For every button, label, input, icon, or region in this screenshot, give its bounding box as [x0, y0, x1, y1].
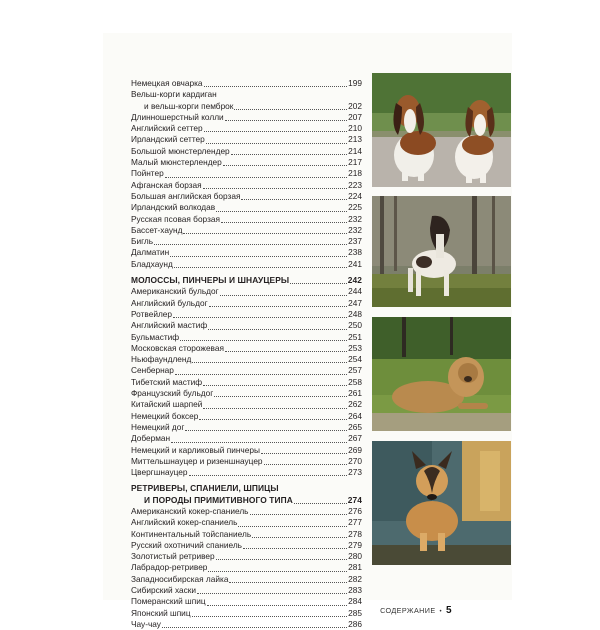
toc-page-number: 224 — [348, 190, 362, 201]
toc-page-number: 237 — [348, 236, 362, 247]
toc-entry-title: Бигль — [131, 236, 154, 247]
toc-entry-title: Бульмастиф — [131, 331, 180, 342]
toc-entry — [131, 236, 362, 247]
toc-entry-title: Тибетский мастиф — [131, 376, 203, 387]
toc-entry-title: Немецкий боксер — [131, 410, 199, 421]
toc-entry-title: Цвергшнауцер — [131, 467, 188, 478]
toc-page-number: 277 — [348, 517, 362, 528]
toc-dot-leader — [214, 396, 347, 397]
toc-page-number: 225 — [348, 202, 362, 213]
toc-page-number: 251 — [348, 331, 362, 342]
toc-entry-title: Русская псовая борзая — [131, 213, 220, 224]
toc-page-number: 273 — [348, 467, 362, 478]
toc-page-number: 280 — [348, 551, 362, 562]
toc-entry — [131, 411, 362, 422]
toc-entry-title: Большая английская борзая — [131, 190, 241, 201]
toc-dot-leader — [241, 199, 347, 200]
toc-page-number: 270 — [348, 455, 362, 466]
toc-entry — [131, 467, 362, 478]
table-of-contents — [131, 78, 362, 630]
toc-section-heading — [131, 495, 362, 506]
toc-dot-leader — [220, 295, 348, 296]
toc-entry — [131, 562, 362, 573]
toc-entry-title: Немецкая овчарка — [131, 78, 203, 88]
toc-entry — [131, 399, 362, 410]
toc-entry — [131, 529, 362, 540]
toc-entry — [131, 309, 362, 320]
toc-section-heading — [131, 275, 362, 286]
toc-entry — [131, 596, 362, 607]
toc-page-number: 285 — [348, 607, 362, 618]
toc-entry-title: Далматин — [131, 247, 170, 258]
toc-entry — [131, 101, 362, 112]
toc-section-heading — [131, 483, 362, 494]
toc-entry-title: Большой мюнстерлендер — [131, 145, 230, 156]
toc-entry — [131, 180, 362, 191]
toc-dot-leader — [243, 548, 347, 549]
toc-dot-leader — [264, 464, 348, 465]
toc-entry-title: Американский бульдог — [131, 286, 219, 297]
toc-entry — [131, 202, 362, 213]
toc-dot-leader — [223, 165, 347, 166]
toc-entry — [131, 585, 362, 596]
toc-entry-title: Немецкий дог — [131, 421, 185, 432]
toc-dot-leader — [192, 362, 347, 363]
toc-page-number: 276 — [348, 505, 362, 516]
toc-entry — [131, 506, 362, 517]
toc-entry-title: Континентальный тойспаниель — [131, 528, 252, 539]
toc-dot-leader — [231, 154, 347, 155]
toc-entry — [131, 123, 362, 134]
toc-entry-title: Английский мастиф — [131, 320, 208, 331]
toc-entry-title: Ротвейлер — [131, 308, 173, 319]
toc-entry — [131, 551, 362, 562]
toc-entry — [131, 112, 362, 123]
toc-entry — [131, 89, 362, 100]
toc-entry-title: Сенбернар — [131, 365, 174, 376]
toc-dot-leader — [185, 430, 347, 431]
toc-page-number: 218 — [348, 168, 362, 179]
toc-entry — [131, 388, 362, 399]
toc-dot-leader — [208, 571, 347, 572]
toc-page-number: 257 — [348, 365, 362, 376]
toc-entry — [131, 146, 362, 157]
toc-page-number: 269 — [348, 444, 362, 455]
toc-dot-leader — [221, 222, 347, 223]
toc-entry — [131, 298, 362, 309]
toc-page-number: 286 — [348, 618, 362, 629]
toc-entry — [131, 343, 362, 354]
toc-entry-title: РЕТРИВЕРЫ, СПАНИЕЛИ, ШПИЦЫ — [131, 483, 279, 494]
toc-dot-leader — [183, 233, 347, 234]
toc-page-number: 254 — [348, 354, 362, 365]
toc-entry-title: Бассет-хаунд — [131, 224, 183, 235]
toc-entry-title: Малый мюнстерлендер — [131, 157, 222, 168]
toc-entry — [131, 377, 362, 388]
toc-page-number: 265 — [348, 421, 362, 432]
toc-dot-leader — [225, 120, 347, 121]
toc-entry — [131, 456, 362, 467]
toc-entry — [131, 286, 362, 297]
toc-page-number: 258 — [348, 376, 362, 387]
toc-entry-title: Бладхаунд — [131, 258, 173, 269]
toc-entry-title: Французский бульдог — [131, 388, 214, 399]
page-number: 5 — [446, 605, 452, 616]
toc-entry — [131, 320, 362, 331]
toc-page-number: 274 — [347, 494, 362, 505]
toc-entry-title: Афганская борзая — [131, 179, 202, 190]
toc-entry — [131, 517, 362, 528]
toc-entry-title: Русский охотничий спаниель — [131, 539, 242, 550]
toc-dot-leader — [229, 582, 347, 583]
toc-dot-leader — [206, 143, 347, 144]
toc-page-number: 214 — [348, 145, 362, 156]
book-page — [103, 33, 512, 629]
toc-dot-leader — [250, 514, 348, 515]
toc-dot-leader — [261, 453, 347, 454]
toc-dot-leader — [252, 537, 347, 538]
toc-page-number: 284 — [348, 596, 362, 607]
tibetan-mastiff-photo — [372, 317, 511, 431]
toc-dot-leader — [162, 627, 347, 628]
toc-page-number: 262 — [348, 399, 362, 410]
toc-entry-title: и вельш-корги пемброк — [144, 100, 234, 111]
toc-dot-leader — [173, 317, 347, 318]
toc-entry-title: Китайский шарпей — [131, 399, 203, 410]
toc-page-number: 207 — [348, 111, 362, 122]
footer-label: СОДЕРЖАНИЕ — [380, 606, 436, 615]
toc-entry-title: Американский кокер-спаниель — [131, 505, 249, 516]
toc-dot-leader — [208, 329, 347, 330]
two-basset-hounds-photo — [372, 73, 511, 187]
toc-page-number: 248 — [348, 308, 362, 319]
toc-entry — [131, 332, 362, 343]
toc-entry-title: Западносибирская лайка — [131, 573, 229, 584]
toc-entry-title: МОЛОССЫ, ПИНЧЕРЫ И ШНАУЦЕРЫ — [131, 275, 290, 286]
toc-dot-leader — [174, 267, 347, 268]
toc-dot-leader — [165, 177, 347, 178]
toc-page-number: 278 — [348, 528, 362, 539]
toc-entry-title: Пойнтер — [131, 168, 164, 179]
page-footer — [380, 605, 452, 616]
toc-entry — [131, 574, 362, 585]
toc-entry — [131, 214, 362, 225]
toc-page-number: 232 — [348, 224, 362, 235]
toc-dot-leader — [234, 109, 347, 110]
toc-dot-leader — [154, 244, 347, 245]
toc-page-number: 283 — [348, 585, 362, 596]
toc-dot-leader — [180, 340, 347, 341]
toc-entry — [131, 134, 362, 145]
toc-entry — [131, 247, 362, 258]
toc-page-number: 250 — [348, 320, 362, 331]
toc-page-number: 247 — [348, 297, 362, 308]
toc-page-number: 244 — [348, 286, 362, 297]
toc-dot-leader — [225, 351, 347, 352]
toc-entry-title: Вельш-корги кардиган — [131, 89, 217, 100]
toc-dot-leader — [204, 86, 348, 87]
toc-dot-leader — [192, 616, 348, 617]
toc-dot-leader — [170, 256, 347, 257]
toc-page-number: 213 — [348, 134, 362, 145]
toc-dot-leader — [290, 283, 346, 284]
toc-page-number: 238 — [348, 247, 362, 258]
footer-bullet: • — [439, 609, 443, 615]
toc-page-number: 223 — [348, 179, 362, 190]
toc-page-number: 217 — [348, 157, 362, 168]
toc-page-number: 281 — [348, 562, 362, 573]
toc-entry-title: И ПОРОДЫ ПРИМИТИВНОГО ТИПА — [144, 494, 293, 505]
toc-entry — [131, 433, 362, 444]
toc-entry — [131, 365, 362, 376]
toc-dot-leader — [209, 306, 348, 307]
toc-page-number: 210 — [348, 123, 362, 134]
toc-dot-leader — [171, 442, 347, 443]
toc-entry-title: Ньюфаундленд — [131, 354, 192, 365]
toc-page-number: 241 — [348, 258, 362, 269]
toc-dot-leader — [189, 475, 348, 476]
toc-dot-leader — [199, 419, 347, 420]
toc-dot-leader — [197, 593, 347, 594]
toc-entry — [131, 354, 362, 365]
toc-entry-title: Ирландский сеттер — [131, 134, 205, 145]
toc-entry-title: Немецкий и карликовый пинчеры — [131, 444, 260, 455]
toc-dot-leader — [207, 605, 348, 606]
toc-page-number: 232 — [348, 213, 362, 224]
toc-entry-title: Английский кокер-спаниель — [131, 517, 238, 528]
toc-page-number: 264 — [348, 410, 362, 421]
toc-entry-title: Сибирский хаски — [131, 585, 197, 596]
toc-entry-title: Японский шпиц — [131, 607, 191, 618]
toc-entry — [131, 259, 362, 270]
toc-entry — [131, 191, 362, 202]
toc-page-number: 279 — [348, 539, 362, 550]
toc-page-number: 242 — [347, 275, 362, 286]
west-siberian-laika-photo — [372, 441, 511, 565]
toc-entry-title: Доберман — [131, 433, 171, 444]
toc-entry — [131, 78, 362, 89]
toc-page-number: 202 — [348, 100, 362, 111]
toc-page-number: 199 — [348, 78, 362, 88]
toc-entry-title: Английский бульдог — [131, 297, 208, 308]
toc-entry — [131, 619, 362, 630]
toc-page-number: 267 — [348, 433, 362, 444]
toc-entry-title: Лабрадор-ретривер — [131, 562, 208, 573]
toc-entry — [131, 540, 362, 551]
toc-page-number: 253 — [348, 342, 362, 353]
toc-dot-leader — [204, 131, 348, 132]
toc-dot-leader — [216, 559, 348, 560]
toc-entry-title: Золотистый ретривер — [131, 551, 215, 562]
toc-entry — [131, 157, 362, 168]
toc-entry — [131, 422, 362, 433]
toc-dot-leader — [203, 188, 347, 189]
toc-entry-title: Ирландский волкодав — [131, 202, 216, 213]
toc-dot-leader — [294, 503, 347, 504]
toc-dot-leader — [175, 374, 347, 375]
toc-dot-leader — [216, 211, 347, 212]
toc-entry-title: Длинношерстный колли — [131, 111, 224, 122]
toc-entry-title: Английский сеттер — [131, 123, 203, 134]
toc-entry — [131, 168, 362, 179]
toc-entry — [131, 608, 362, 619]
toc-page-number: 282 — [348, 573, 362, 584]
toc-entry-title: Миттельшнауцер и ризеншнауцер — [131, 455, 263, 466]
toc-dot-leader — [238, 526, 347, 527]
toc-entry — [131, 445, 362, 456]
toc-entry — [131, 225, 362, 236]
toc-entry-title: Московская сторожевая — [131, 342, 224, 353]
toc-dot-leader — [203, 385, 347, 386]
toc-dot-leader — [203, 408, 347, 409]
toc-page-number: 261 — [348, 388, 362, 399]
toc-entry-title: Померанский шпиц — [131, 596, 206, 607]
pointer-dog-photo — [372, 196, 511, 307]
toc-entry-title: Чау-чау — [131, 618, 161, 629]
